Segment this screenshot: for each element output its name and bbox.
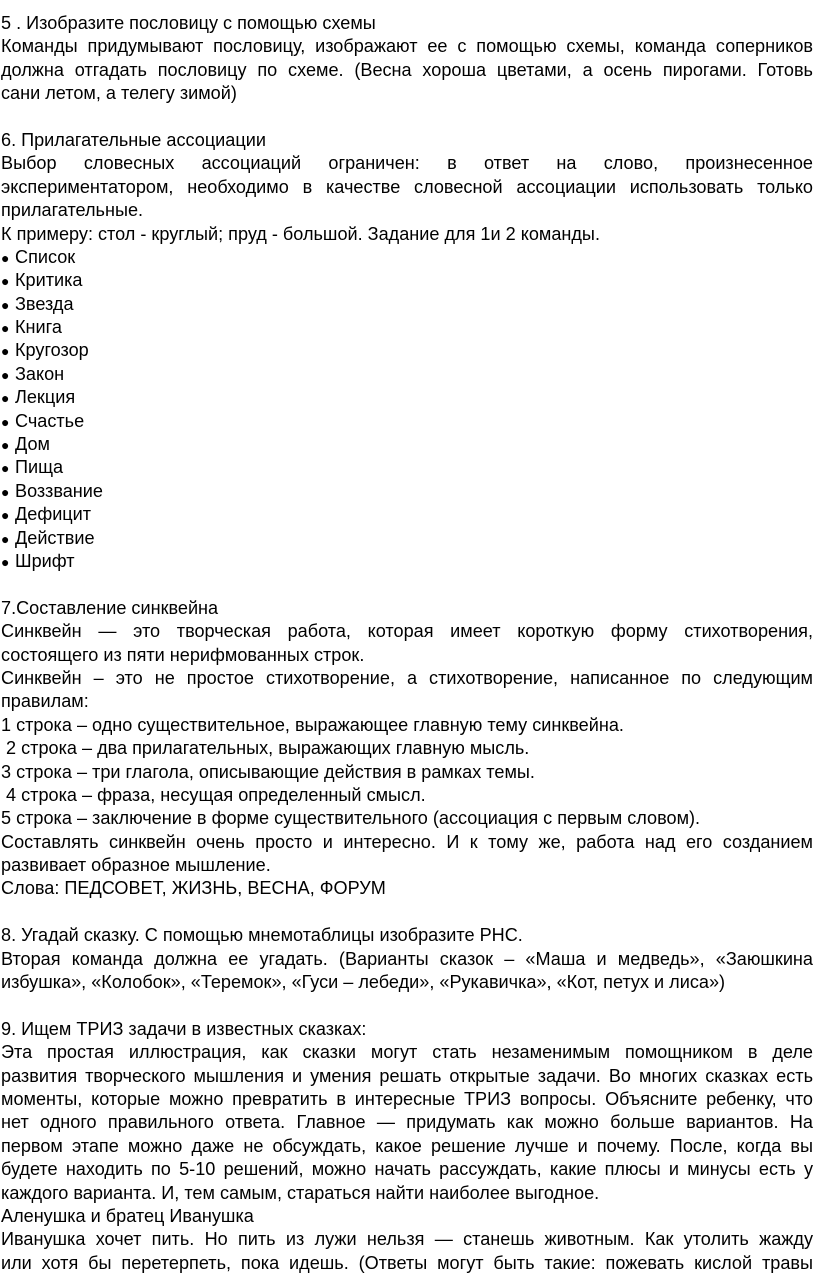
list-item: ● Шрифт — [0, 550, 816, 573]
bullet-icon: ● — [1, 390, 10, 407]
list-item: ● Дом — [0, 433, 816, 456]
section-6-text-line: К примеру: стол - круглый; пруд - большой. Задание для 1и 2 команды. — [1, 223, 600, 244]
section-9-text-line: развития творческого мышления и умения решать открытые задачи. Во многих сказках есть — [1, 1065, 813, 1086]
list-item: ● Воззвание — [0, 480, 816, 503]
bullet-icon: ● — [1, 460, 10, 477]
section-8-title: 8. Угадай сказку. С помощью мнемотаблицы изобразите РНС. — [1, 925, 523, 946]
section-9-text-line: Эта простая иллюстрация, как сказки могут стать незаменимым помощником в деле — [1, 1042, 813, 1063]
list-item: ● Список — [0, 246, 816, 269]
bullet-icon: ● — [1, 343, 10, 360]
bullet-icon: ● — [1, 249, 10, 266]
blank-line — [0, 106, 816, 129]
section-7-words: Слова: ПЕДСОВЕТ, ЖИЗНЬ, ВЕСНА, ФОРУМ — [1, 878, 386, 899]
rule-line: 1 строка – одно существительное, выражающее главную тему синквейна. — [1, 714, 624, 735]
list-item: ● Кругозор — [0, 339, 816, 362]
section-7-text-line: Составлять синквейн очень просто и интересно. И к тому же, работа над его созданием — [1, 831, 813, 852]
list-item: ● Счастье — [0, 410, 816, 433]
section-9-text-line: моменты, которые можно превратить в интересные ТРИЗ вопросы. Объясните ребенку, что — [1, 1088, 813, 1109]
list-item: ● Пища — [0, 456, 816, 479]
section-7-title: 7.Составление синквейна — [1, 597, 219, 618]
section-9-text-line: первом этапе можно даже не обсуждать, какое решение лучше и почему. После, когда вы — [1, 1135, 813, 1156]
section-7-text-line: развивает образное мышление. — [1, 855, 271, 876]
list-item: ● Критика — [0, 269, 816, 292]
section-5-text-line: Команды придумывают пословицу, изображают ее с помощью схемы, команда соперников — [1, 36, 813, 57]
word-list — [0, 246, 816, 573]
bullet-icon: ● — [1, 366, 10, 383]
section-5-text-line: должна отгадать пословицу по схеме. (Весна хороша цветами, а осень пирогами. Готовь — [1, 59, 813, 80]
section-8-text-line: избушка», «Колобок», «Теремок», «Гуси – лебеди», «Рукавичка», «Кот, петух и лиса») — [1, 972, 726, 993]
rule-line: 5 строка – заключение в форме существительного (ассоциация с первым словом). — [1, 808, 701, 829]
section-6-text-line: Выбор словесных ассоциаций ограничен: в ответ на слово, произнесенное — [1, 153, 813, 174]
bullet-icon: ● — [1, 553, 10, 570]
section-7-text-line: Синквейн — это творческая работа, которая имеет короткую форму стихотворения, — [1, 621, 813, 642]
bullet-icon: ● — [1, 437, 10, 454]
list-item: ● Закон — [0, 363, 816, 386]
blank-line — [0, 901, 816, 924]
bullet-icon: ● — [1, 296, 10, 313]
section-6-text-line: прилагательные. — [1, 200, 144, 221]
section-9-text-line: будете находить по 5-10 решений, можно начать рассуждать, какие плюсы и минусы есть у — [1, 1159, 813, 1180]
blank-line — [0, 573, 816, 596]
list-item: ● Действие — [0, 527, 816, 550]
document-page — [0, 12, 816, 1275]
section-8-text-line: Вторая команда должна ее угадать. (Варианты сказок – «Маша и медведь», «Заюшкина — [1, 948, 813, 969]
section-6-text-line: экспериментатором, необходимо в качестве словесной ассоциации использовать только — [1, 176, 813, 197]
bullet-icon: ● — [1, 507, 10, 524]
blank-line — [0, 994, 816, 1017]
section-5-text-line: сани летом, а телегу зимой) — [1, 83, 237, 104]
bullet-icon: ● — [1, 530, 10, 547]
list-item: ● Дефицит — [0, 503, 816, 526]
section-7-text-line: правилам: — [1, 691, 89, 712]
section-9-text-line: или хотя бы перетерпеть, пока идешь. (Ответы могут быть такие: пожевать кислой травы — [1, 1252, 813, 1273]
section-9-title: 9. Ищем ТРИЗ задачи в известных сказках: — [1, 1018, 367, 1039]
rule-line: 4 строка – фраза, несущая определенный смысл. — [1, 784, 426, 805]
section-9-text-line: Иванушка хочет пить. Но пить из лужи нельзя — станешь животным. Как утолить жажду — [1, 1229, 813, 1250]
tale-title: Аленушка и братец Иванушка — [1, 1205, 254, 1226]
section-9-text-line: каждого варианта. И, тем самым, стараться найти наиболее выгодное. — [1, 1182, 600, 1203]
list-item: ● Книга — [0, 316, 816, 339]
section-7-text-line: состоящего из пяти нерифмованных строк. — [1, 644, 365, 665]
bullet-icon: ● — [1, 483, 10, 500]
section-5-title: 5 . Изобразите пословицу с помощью схемы — [1, 13, 376, 33]
bullet-icon: ● — [1, 273, 10, 290]
section-6-title: 6. Прилагательные ассоциации — [1, 129, 266, 150]
section-9-text-line: нет одного правильного ответа. Главное — придумать как можно больше вариантов. На — [1, 1112, 813, 1133]
rule-line: 3 строка – три глагола, описывающие действия в рамках темы. — [1, 761, 535, 782]
rule-line: 2 строка – два прилагательных, выражающих главную мысль. — [1, 738, 530, 759]
bullet-icon: ● — [1, 413, 10, 430]
bullet-icon: ● — [1, 320, 10, 337]
list-item: ● Лекция — [0, 386, 816, 409]
section-7-text-line: Синквейн – это не простое стихотворение, а стихотворение, написанное по следующим — [1, 667, 813, 688]
list-item: ● Звезда — [0, 293, 816, 316]
